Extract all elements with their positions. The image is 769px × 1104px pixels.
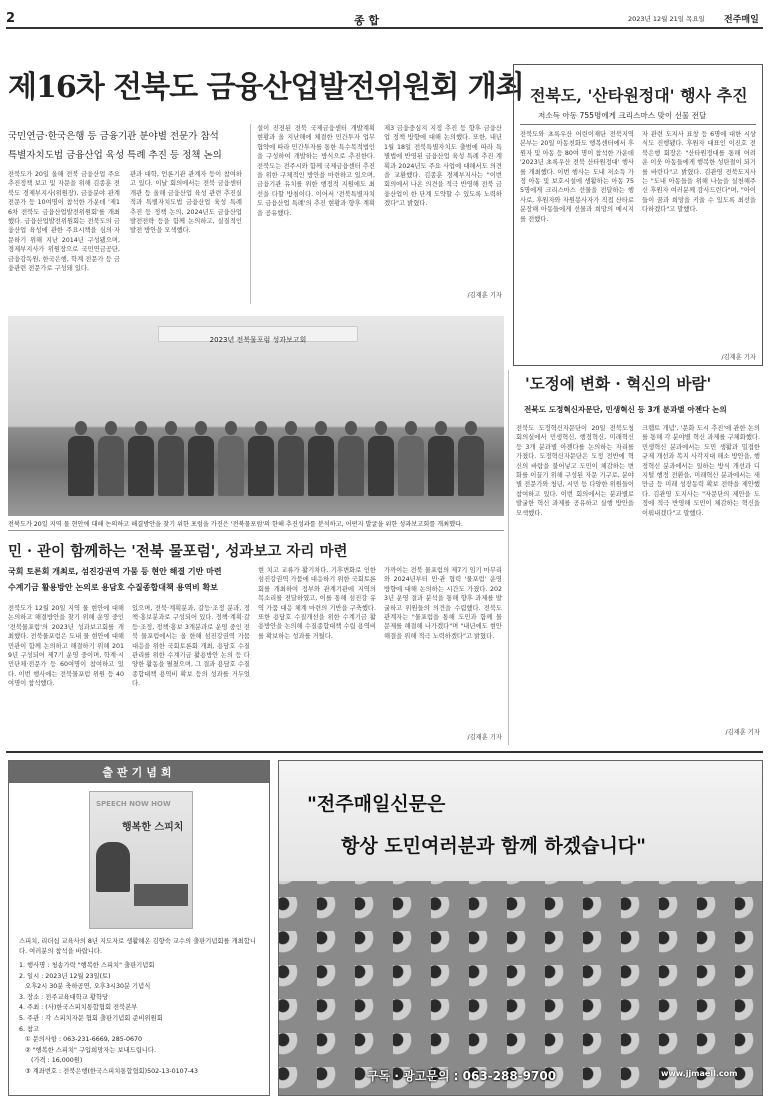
ad1-detail: ① 문의사항 : 063-231-6669, 285-0670 — [19, 1036, 143, 1044]
ad1-title-bar — [9, 761, 269, 783]
article4-sub: 전북도 도정혁신자문단, 민생혁신 등 3개 분과별 아젠다 논의 — [524, 405, 727, 414]
article1-byline: /김재훈 기자 — [467, 292, 502, 299]
article1-headline: 제16차 전북도 금융산업발전위원회 개최 — [8, 70, 524, 105]
right-column-divider — [508, 370, 509, 745]
newspaper-promo-ad — [278, 760, 763, 1096]
ad1-detail: ③ 계좌번호 : 전북은행(한국스피치통합협회)502-13-0107-43 — [19, 1067, 198, 1075]
page-header — [0, 0, 769, 30]
ad1-detail: 5. 주관 : 각 스피치자문 협회 출판기념회 준비위원회 — [19, 1014, 163, 1022]
book-cover — [89, 791, 193, 929]
photo-person — [428, 421, 454, 496]
article1-sub2: 특별자치도법 금융산업 육성 특례 추진 등 정책 논의 — [8, 150, 222, 161]
article1-column-divider — [250, 124, 251, 304]
ad1-detail: ② "행복한 스피치" 구입희망자는 보내드립니다. — [19, 1046, 156, 1054]
article2-byline: /김재훈 기자 — [721, 354, 756, 361]
promo-line1: "전주매일신문은 — [307, 793, 446, 815]
photo-person — [68, 421, 94, 496]
article3-col2: 있으며, 전북·계획분과, 갈등·조정 분과, 정책·홍보분과로 구성되어 있다. 정책·계획·갈등·조정, 정책·홍보 3개분과로 운영 중인 전북 물포럼에서는 올 한해 섬진강권역 가뭄 대응을 위한 국회토론회 개최, 용담호 수질관리를 위한 수계기금 활용방안 논의 등 다양한 활동을 펼쳤으며, 그 결과 용담호 수질종합대책 용역비 확보 등의 성과를 거두었다. — [132, 605, 250, 688]
photo-caption: 전북도가 20일 지역 물 현안에 대해 논의하고 해결방안을 찾기 위한 포럼을 가진은 '전북물포럼'의 한해 추진성과를 분석하고, 어떤지 발굴을 위한 성과보고회를 개최했다. — [8, 521, 464, 528]
book-decoration — [134, 884, 188, 906]
article4-byline: /김재훈 기자 — [725, 729, 760, 736]
ad1-desc: 스피치, 리더십 교육사의 8년 지도자로 생활해온 김향숙 교수의 출판기념회를 개최합니다. 여러분의 참석을 바랍니다. — [19, 938, 256, 955]
photo-person — [128, 421, 154, 496]
article2-headline: 전북도, '산타원정대' 행사 추진 — [530, 86, 748, 105]
photo-person — [398, 421, 424, 496]
photo-person — [218, 421, 244, 496]
ads-divider — [6, 751, 763, 753]
article2-col2: 자 관련 도지사 표창 등 6명에 대한 시상식도 진행됐다. 후원자 대표인 이진호 전북은행 회장은 "산타원정대를 통해 어려운 이웃 아동들에게 행복한 성탄절이 되기를 바란다"고 밝혔다. 김관영 전북도지사는 "도내 아동들을 위해 나눔을 실천해주신 후원자 여러분께 감사드린다"며, "아이들이 꿈과 희망을 키울 수 있도록 최선을 다하겠다"고 말했다. — [642, 131, 756, 214]
article4-col1: 전북도 도정혁신자문단이 20일 전북도청 회의실에서 민생혁신, 행정혁신, 미래혁신 등 3개 분과별 아젠다를 논의하는 자리를 가졌다. 도정혁신자문단은 도정 전반에 혁신의 바람을 불어넣고 도민이 체감하는 변화를 이끌기 위해 구성된 자문 기구로, 분야별 전문가와 청년, 시민 등 다양한 위원들이 참여하고 있다. 이번 회의에서는 분과별로 발굴한 혁신 과제를 공유하고 실행 방안을 모색했다. — [516, 425, 634, 517]
photo-person — [458, 421, 484, 496]
book-label: SPEECH NOW HOW — [96, 800, 171, 808]
article2-sub: 저소득 아동 755명에게 크리스마스 맞이 선물 전달 — [538, 111, 707, 120]
photo-caption-rule — [8, 530, 504, 531]
ad1-detail: 3. 장소 : 전주교육대학교 황학당 — [19, 993, 109, 1001]
article3-headline: 민 · 관이 함께하는 '전북 물포럼', 성과보고 자리 마련 — [8, 543, 348, 560]
promo-contact: 구독 · 광고문의 : 063-288-9700 — [367, 1069, 557, 1083]
paper-name: 전주매일 — [724, 15, 759, 25]
ad1-title: 출판기념회 — [102, 766, 176, 779]
header-rule — [6, 27, 763, 29]
photo-person — [308, 421, 334, 496]
article3-sub1: 국회 토론회 개최로, 섬진강권역 가뭄 등 현안 해결 기반 마련 — [8, 567, 222, 576]
photo-person — [98, 421, 124, 496]
ad1-details — [19, 961, 263, 1078]
article1-col2: 관과 대학, 언론기관 관계자 등이 참여하고 있다. 이날 회의에서는 전북 금융센터 개관 등 올해 금융산업 육성 관련 추진실적과 특별자치도법 금융산업 육성 특례 추진 등 정책 논의, 2024년도 금융산업 발전전략 등을 함께 논의하고, 실질적인 발전 방안을 모색했다. — [130, 171, 242, 235]
photo-person — [278, 421, 304, 496]
page-number: 2 — [6, 11, 16, 26]
article3-col3: 현 치고 교류가 활기차다. 기후변화로 인한 섬진강권역 가뭄에 대응하기 위한 국회토론회를 개최하여 정부와 관계기관에 지역의 목소리를 전달하였고, 이를 통해 섬진강 유역 가뭄 대응 체계 마련의 기반을 구축했다. 또한 용담호 수질개선을 위한 수계기금 활용방안을 논의해 수질종합대책 수립 용역비를 확보하는 성과를 거뒀다. — [258, 567, 376, 640]
article4-headline: '도정에 변화 · 혁신의 바람' — [525, 374, 712, 393]
promo-sky — [279, 761, 762, 881]
ad1-detail: 4. 주최 : (사)한국스피치통합협회 전북본부 — [19, 1004, 138, 1012]
photo-person — [158, 421, 184, 496]
ad1-detail: 2. 일시 : 2023년 12월 23일(토) — [19, 972, 111, 980]
article3-sub2: 수계기금 활용방안 논의로 용담호 수질종합대책 용역비 확보 — [8, 583, 218, 592]
ad1-detail: 6. 참고 — [19, 1025, 40, 1033]
photo-backdrop-banner — [158, 326, 358, 342]
article1-col3: 설이 진전된 전북 국제금융센터 개발계획 현황과 올 지난해에 체결한 민간투자 업무협약에 따라 민간투자를 통한 특수목적법인을 구성하여 개발하는 방식으로 추진한다. 전북도는 전주시와 함께 국제금융센터 추진을 위한 구체적인 방안을 마련하고 있으며, 금융기관 유치를 위한 행정적 지원에도 최선을 다할 방침이다. 이어서 '전북특별자치도 금융산업 특례'의 추진 현황과 향후 계획을 공유했다. — [257, 125, 375, 217]
article3-col4: 가까이는 전북 물포럼의 제7기 임기 마무리와 2024년부터 민·관 협력 '물포럼' 운영 방향에 대해 논의하는 시간도 가졌다. 2023년 운영 결과 분석을 통해 향후 과제를 발굴하고 위원들의 의견을 수렴했다. 전북도 관계자는 "물포럼을 통해 도민과 함께 물 문제를 해결해 나가겠다"며 "내년에도 현안 해결을 위해 적극 노력하겠다"고 밝혔다. — [384, 567, 502, 640]
article1-sub1: 국민연금·한국은행 등 금융기관 분야별 전문가 참석 — [8, 131, 219, 142]
forum-group-photo — [8, 316, 504, 516]
banner-title: 2023년 전북물포럼 성과보고회 — [209, 336, 307, 344]
article3-col1: 전북도가 12월 20일 지역 물 현안에 대해 논의하고 해결방안을 찾기 위해 운영 중인 '전북물포럼'의 2023년 성과보고회를 개최했다. 전북물포럼은 도내 물 현안에 대해 민관이 함께 논의하고 해결하기 위해 2019년 구성되어 제7기 운영 중이며, 학계·시민단체·전문가 등 60여명이 참여하고 있다. 이번 행사에는 전북물포럼 위원 등 40여명이 참석했다. — [8, 605, 124, 688]
issue-date: 2023년 12월 21일 목요일 — [628, 15, 705, 23]
photo-person — [368, 421, 394, 496]
article2-col1: 전북도와 초록우산 어린이재단 전북지역본부는 20일 아동친화도 행복센터에서 후원자 및 아동 등 80여 명이 참석한 가운데 '2023년 초록우산 전북 산타원정대' 행사를 개최했다. 이번 행사는 도내 저소득 가정 아동 및 보호시설에 생활하는 아동 755명에게 크리스마스 선물을 전달하는 행사로, 후원자와 자원봉사자가 직접 산타로 분장해 아동들에게 선물과 희망의 메시지를 전했다. — [520, 131, 634, 223]
book-launch-ad — [8, 760, 270, 1096]
ad1-detail: (가격 : 16,000원) — [19, 1057, 83, 1065]
article1-col1: 전북도가 20일 올해 전북 금융산업 주요 추진정책 보고 및 자문을 위해 김종훈 전북도 경제부지사(위원장), 금융분야 관계 전문가 등 10여명이 참석한 가운데 '제16차 전북도 금융산업발전위원회'를 개최했다. 금융산업발전위원회는 전북도의 금융산업 육성에 관한 주요시책을 심의·자문하기 위해 지난 2014년 구성됐으며, 경제부지사가 위원장으로 국민연금공단, 금융감독원, 한국은행, 학계 전문가 등 금융관련 전문가로 구성돼 있다. — [8, 171, 120, 273]
promo-line2: 항상 도민여러분과 함께 하겠습니다" — [341, 835, 647, 857]
photo-person — [338, 421, 364, 496]
article2-sub-rule — [520, 124, 756, 125]
ad1-detail: 오후2시 30분 축하공연, 오후3시30분 기념식 — [19, 983, 151, 991]
book-title: 행복한 스피치 — [122, 822, 184, 833]
article1-col4: 제3 금융중심지 지정 추진 등 향후 금융산업 정책 방향에 대해 논의했다. 또한, 내년 1월 18일 전북특별자치도 출범에 따라 특별법에 반영된 금융산업 육성 특례 추진 계획과 2024년도 주요 사업에 대해서도 의견을 교환했다. 김종훈 경제부지사는 "이번 회의에서 나온 의견을 적극 반영해 전북 금융산업이 한 단계 도약할 수 있도록 노력하겠다"고 밝혔다. — [384, 125, 502, 208]
article3-byline: /김재훈 기자 — [467, 734, 502, 741]
author-photo — [96, 842, 130, 892]
article4-col2: 크랩트 개념', '문화 도시 추진'에 관한 논의를 통해 각 분야별 혁신 과제를 구체화했다. 민생혁신 분과에서는 도민 생활과 밀접한 규제 개선과 복지 사각지대 해소 방안을, 행정혁신 분과에서는 일하는 방식 개선과 디지털 행정 전환을, 미래혁신 분과에서는 새만금 등 미래 성장동력 확보 전략을 제안했다. 김관영 도지사는 "자문단의 제안을 도정에 적극 반영해 도민이 체감하는 혁신을 이뤄내겠다"고 말했다. — [642, 425, 760, 517]
promo-url[interactable]: www.jjmaeil.com — [661, 1069, 738, 1078]
photo-person — [188, 421, 214, 496]
photo-person — [248, 421, 274, 496]
section-name: 종 합 — [354, 14, 380, 27]
ad1-detail: 1. 행사명 : 청송가락 "행복한 스피치" 출판기념회 — [19, 962, 155, 969]
